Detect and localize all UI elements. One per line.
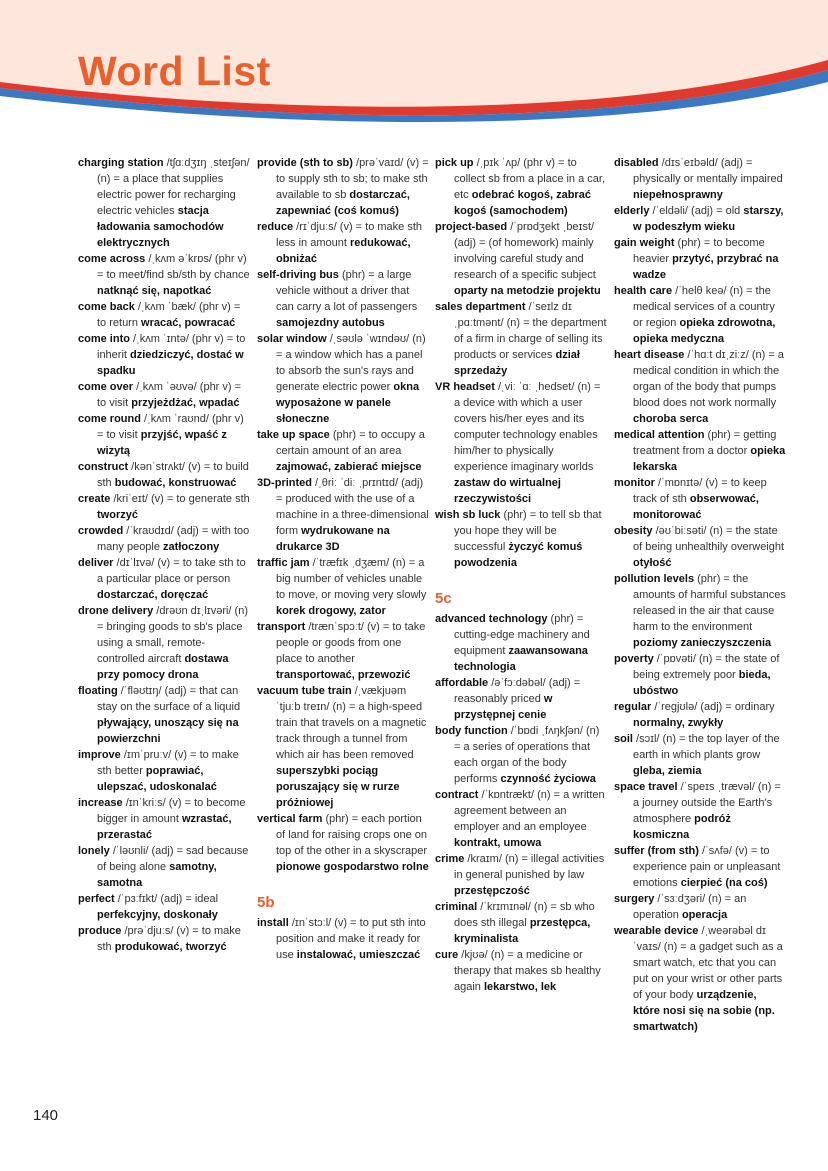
word-list-column-1 — [78, 155, 250, 955]
headword: contract — [435, 789, 479, 801]
translation: przyjść, wpaść z wizytą — [97, 429, 227, 457]
word-entry — [78, 923, 250, 955]
headword: surgery — [614, 893, 655, 905]
word-list-column-4 — [614, 155, 786, 1035]
word-entry — [78, 459, 250, 491]
headword: crime — [435, 853, 465, 865]
headword: VR headset — [435, 381, 495, 393]
headword: come across — [78, 253, 146, 265]
definition: /ˈkraʊdɪd/ (adj) = with too many people — [97, 525, 250, 553]
definition: /ˈsʌfə/ (v) = to experience pain or unpleasant emotions — [633, 845, 781, 889]
definition: /ˌsəʊlə ˈwɪndəʊ/ (n) = a window which has a panel to absorb the sun's rays and generate electric power — [276, 333, 426, 393]
definition: /ˈeldəli/ (adj) = old — [649, 205, 744, 217]
headword: gain weight — [614, 237, 675, 249]
word-entry — [614, 203, 786, 235]
headword: charging station — [78, 157, 164, 169]
word-entry — [435, 611, 607, 675]
headword: construct — [78, 461, 129, 473]
word-entry — [435, 947, 607, 995]
definition: /əʊˈbiːsəti/ (n) = the state of being unhealthily overweight — [633, 525, 785, 553]
definition: /prəˈvaɪd/ (v) = to supply sth to sb; to make sth available to sb — [276, 157, 429, 201]
definition: /ˈspeɪs ˌtrævəl/ (n) = a journey outside the Earth's atmosphere — [633, 781, 781, 825]
definition: /drəʊn dɪˌlɪvəri/ (n) = bringing goods to sb's place using a small, remote-controlled aircraft — [97, 605, 248, 665]
definition: /dɪˈlɪvə/ (v) = to take sth to a particular place or person — [97, 557, 246, 585]
translation: natknąć się, napotkać — [97, 285, 212, 297]
headword: regular — [614, 701, 652, 713]
headword: increase — [78, 797, 123, 809]
definition: /ˈseɪlz dɪˌpɑːtmənt/ (n) = the department of a firm in charge of selling its products or services — [454, 301, 607, 361]
definition: /ˌvækjuəm ˈtjuːb treɪn/ (n) = a high-speed train that travels on a magnetic track through a tunnel from which air has been removed — [276, 685, 427, 761]
translation: tworzyć — [97, 509, 138, 521]
word-entry — [435, 155, 607, 219]
translation: oparty na metodzie projektu — [454, 285, 601, 297]
translation: przytyć, przybrać na wadze — [633, 253, 779, 281]
headword: monitor — [614, 477, 655, 489]
headword: wearable device — [614, 925, 699, 937]
translation: urządzenie, które nosi się na sobie (np. smartwatch) — [633, 989, 775, 1033]
definition: /ˈpɒvəti/ (n) = the state of being extremely poor — [633, 653, 780, 681]
headword: affordable — [435, 677, 489, 689]
translation: budować, konstruować — [114, 477, 237, 489]
headword: crowded — [78, 525, 124, 537]
word-entry — [78, 683, 250, 747]
definition: /ˈregjʊlə/ (adj) = ordinary — [651, 701, 775, 713]
definition: /ˌkʌm ˈbæk/ (phr v) = to return — [97, 301, 241, 329]
headword: reduce — [257, 221, 294, 233]
translation: instalować, umieszczać — [296, 949, 421, 961]
word-entry — [257, 219, 429, 267]
definition: /ˈbɒdi ˌfʌŋkʃən/ (n) = a series of operations that each organ of the body performs — [454, 725, 600, 785]
headword: advanced technology — [435, 613, 548, 625]
headword: floating — [78, 685, 118, 697]
translation: stacja ładowania samochodów elektrycznych — [97, 205, 224, 249]
headword: suffer (from sth) — [614, 845, 699, 857]
word-entry — [435, 219, 607, 299]
translation: opieka lekarska — [633, 445, 786, 473]
translation: wzrastać, przerastać — [97, 813, 232, 841]
word-entry — [614, 155, 786, 203]
definition: /trænˈspɔːt/ (v) = to take people or goods from one place to another — [276, 621, 426, 665]
translation: normalny, zwykły — [633, 717, 724, 729]
definition: /ˈkrɪmɪnəl/ (n) = sb who does sth illegal — [454, 901, 595, 929]
translation: kontrakt, umowa — [454, 837, 542, 849]
headword: heart disease — [614, 349, 685, 361]
word-entry — [614, 427, 786, 475]
header-banner — [0, 0, 828, 160]
headword: create — [78, 493, 111, 505]
translation: wydrukowane na drukarce 3D — [276, 525, 390, 553]
translation: lekarstwo, lek — [483, 981, 557, 993]
headword: come into — [78, 333, 130, 345]
definition: /ˌkʌm ˈəʊvə/ (phr v) = to visit — [97, 381, 242, 409]
word-entry — [614, 891, 786, 923]
headword: criminal — [435, 901, 478, 913]
translation: dostawa przy pomocy drona — [97, 653, 229, 681]
translation: poprawiać, ulepszać, udoskonalać — [97, 765, 217, 793]
headword: vertical farm — [257, 813, 323, 825]
headword: cure — [435, 949, 459, 961]
definition: /ˈtræfɪk ˌdʒæm/ (n) = a big number of vehicles unable to move, or moving very slowly — [276, 557, 427, 601]
definition: /ˌviː ˈɑː ˌhedset/ (n) = a device with which a user covers his/her eyes and its computer technology enables him/her to physically experience imaginary worlds — [454, 381, 601, 473]
word-entry — [257, 619, 429, 683]
definition: (phr) = cutting-edge machinery and equipment — [454, 613, 590, 657]
translation: operacja — [681, 909, 728, 921]
word-entry — [257, 267, 429, 331]
word-entry — [78, 891, 250, 923]
definition: /ˈmɒnɪtə/ (v) = to keep track of sth — [633, 477, 767, 505]
translation: obserwować, monitorować — [633, 493, 759, 521]
definition: /əˈfɔːdəbəl/ (adj) = reasonably priced — [454, 677, 581, 705]
word-entry — [614, 235, 786, 283]
definition: /ˈfləʊtɪŋ/ (adj) = that can stay on the surface of a liquid — [97, 685, 241, 713]
translation: gleba, ziemia — [633, 765, 702, 777]
headword: space travel — [614, 781, 678, 793]
word-entry — [435, 899, 607, 947]
word-entry — [435, 675, 607, 723]
translation: dziedziczyć, dostać w spadku — [97, 349, 244, 377]
word-entry — [78, 843, 250, 891]
word-entry — [257, 683, 429, 811]
definition: /ɪnˈstɔːl/ (v) = to put sth into position and make it ready for use — [276, 917, 426, 961]
headword: pick up — [435, 157, 474, 169]
translation: zajmować, zabierać miejsce — [276, 461, 422, 473]
headword: obesity — [614, 525, 653, 537]
headword: medical attention — [614, 429, 705, 441]
word-entry — [257, 811, 429, 875]
word-entry — [78, 795, 250, 843]
word-entry — [614, 347, 786, 427]
definition: /dɪsˈeɪbəld/ (adj) = physically or mentally impaired — [633, 157, 783, 185]
word-entry — [78, 331, 250, 379]
word-entry — [435, 379, 607, 507]
headword: solar window — [257, 333, 327, 345]
translation: odebrać kogoś, zabrać kogoś (samochodem) — [454, 189, 591, 217]
word-entry — [257, 155, 429, 219]
translation: w przystępnej cenie — [454, 693, 553, 721]
word-entry — [435, 723, 607, 787]
headword: sales department — [435, 301, 526, 313]
word-entry — [614, 843, 786, 891]
definition: /rɪˈdjuːs/ (v) = to make sth less in amount — [276, 221, 423, 249]
definition: /ˌweərəbəl dɪˈvaɪs/ (n) = a gadget such as a smart watch, etc that you can put on your wrist or other parts of your body — [633, 925, 783, 1001]
definition: /prəˈdjuːs/ (v) = to make sth — [97, 925, 241, 953]
headword: health care — [614, 285, 673, 297]
translation: starszy, w podeszłym wieku — [633, 205, 784, 233]
headword: self-driving bus — [257, 269, 339, 281]
word-entry — [614, 475, 786, 523]
page-number: 140 — [33, 1107, 59, 1124]
translation: dostarczać, zapewniać (coś komuś) — [276, 189, 410, 217]
word-entry — [78, 411, 250, 459]
translation: okna wyposażone w panele słoneczne — [276, 381, 420, 425]
definition: (phr) = to occupy a certain amount of an area — [276, 429, 425, 457]
definition: /ɪnˈkriːs/ (v) = to become bigger in amount — [97, 797, 246, 825]
headword: install — [257, 917, 289, 929]
section-heading: 5b — [257, 894, 275, 911]
word-entry — [614, 699, 786, 731]
definition: /kraɪm/ (n) = illegal activities in general punished by law — [454, 853, 605, 881]
word-list-column-2 — [257, 155, 429, 963]
definition: /ˌpɪk ˈʌp/ (phr v) = to collect sb from a place in a car, etc — [454, 157, 606, 201]
headword: take up space — [257, 429, 330, 441]
definition: /ˈhɑːt dɪˌziːz/ (n) = a medical condition in which the organ of the body that pumps blood does not work normally — [633, 349, 784, 409]
headword: project-based — [435, 221, 508, 233]
word-entry — [78, 491, 250, 523]
word-entry — [78, 603, 250, 683]
definition: /ˌθriː ˈdiː ˌprɪntɪd/ (adj) = produced with the use of a machine in a three-dimensional form — [276, 477, 429, 537]
word-entry — [257, 331, 429, 427]
headword: disabled — [614, 157, 659, 169]
translation: otyłość — [633, 557, 672, 569]
headword: come over — [78, 381, 134, 393]
definition: (phr) = getting treatment from a doctor — [633, 429, 777, 457]
headword: provide (sth to sb) — [257, 157, 353, 169]
word-entry — [78, 523, 250, 555]
definition: /kjʊə/ (n) = a medicine or therapy that makes sb healthy again — [454, 949, 601, 993]
word-entry — [78, 379, 250, 411]
definition: /ɪmˈpruːv/ (v) = to make sth better — [97, 749, 239, 777]
translation: bieda, ubóstwo — [633, 669, 771, 697]
word-entry — [257, 915, 429, 963]
word-entry — [257, 555, 429, 619]
word-entry — [435, 507, 607, 571]
word-list-column-3 — [435, 155, 607, 995]
definition: /ˈkɒntrækt/ (n) = a written agreement between an employer and an employee — [454, 789, 605, 833]
definition: /ˈsɜːdʒəri/ (n) = an operation — [633, 893, 747, 921]
translation: zatłoczony — [163, 541, 220, 553]
word-entry — [435, 787, 607, 851]
word-entry — [614, 731, 786, 779]
headword: come back — [78, 301, 135, 313]
definition: (phr) = to become heavier — [633, 237, 765, 265]
translation: zaawansowana technologia — [454, 645, 588, 673]
word-entry — [614, 571, 786, 651]
word-entry — [435, 851, 607, 899]
definition: /ˈhelθ keə/ (n) = the medical services of a country or region — [633, 285, 775, 329]
translation: życzyć komuś powodzenia — [454, 541, 583, 569]
headword: elderly — [614, 205, 650, 217]
translation: cierpieć (na coś) — [680, 877, 768, 889]
word-entry — [78, 155, 250, 251]
headword: soil — [614, 733, 633, 745]
word-entry — [257, 427, 429, 475]
headword: perfect — [78, 893, 115, 905]
translation: samotny, samotna — [97, 861, 217, 889]
word-entry — [78, 747, 250, 795]
section-heading: 5c — [435, 590, 452, 607]
translation: opieka zdrowotna, opieka medyczna — [633, 317, 776, 345]
translation: choroba serca — [633, 413, 709, 425]
definition: /tʃɑːdʒɪŋ ˌsteɪʃən/ (n) = a place that supplies electric power for recharging electric vehicles — [97, 157, 250, 217]
translation: zastaw do wirtualnej rzeczywistości — [454, 477, 561, 505]
headword: lonely — [78, 845, 110, 857]
headword: 3D-printed — [257, 477, 312, 489]
word-entry — [435, 299, 607, 379]
word-entry — [78, 299, 250, 331]
translation: perfekcyjny, doskonały — [97, 909, 218, 921]
headword: traffic jam — [257, 557, 310, 569]
definition: /kriˈeɪt/ (v) = to generate sth — [110, 493, 250, 505]
headword: come round — [78, 413, 141, 425]
translation: samojezdny autobus — [276, 317, 385, 329]
translation: przestępca, kryminalista — [454, 917, 591, 945]
translation: przestępczość — [454, 885, 530, 897]
translation: dostarczać, doręczać — [97, 589, 209, 601]
headword: deliver — [78, 557, 114, 569]
translation: wracać, powracać — [141, 317, 236, 329]
word-entry — [78, 555, 250, 603]
definition: (phr) = a large vehicle without a driver that can carry a lot of passengers — [276, 269, 418, 313]
word-entry — [614, 523, 786, 571]
word-entry — [614, 283, 786, 347]
headword: wish sb luck — [435, 509, 501, 521]
translation: transportować, przewozić — [276, 669, 411, 681]
translation: pływający, unoszący się na powierzchni — [97, 717, 239, 745]
word-entry — [614, 779, 786, 843]
headword: produce — [78, 925, 122, 937]
definition: /ˈprɒdʒekt ˌbeɪst/ (adj) = (of homework) mainly involving careful study and research of a specific subject — [454, 221, 596, 281]
translation: czynność życiowa — [500, 773, 596, 785]
definition: /ˌkʌm ˈraʊnd/ (phr v) = to visit — [97, 413, 244, 441]
translation: pionowe gospodarstwo rolne — [276, 861, 429, 873]
word-entry — [614, 651, 786, 699]
translation: poziomy zanieczyszczenia — [633, 637, 772, 649]
headword: improve — [78, 749, 121, 761]
page-title: Word List — [78, 48, 271, 94]
word-entry — [257, 475, 429, 555]
translation: niepełnosprawny — [633, 189, 723, 201]
definition: /sɔɪl/ (n) = the top layer of the earth in which plants grow — [632, 733, 780, 761]
translation: redukować, obniżać — [276, 237, 411, 265]
word-entry — [614, 923, 786, 1035]
headword: vacuum tube train — [257, 685, 352, 697]
headword: poverty — [614, 653, 654, 665]
definition: /ˌkʌm ˈɪntə/ (phr v) = to inherit — [97, 333, 246, 361]
definition: /kənˈstrʌkt/ (v) = to build sth — [97, 461, 249, 489]
headword: body function — [435, 725, 508, 737]
definition: /ˈpɜːfɪkt/ (adj) = ideal — [114, 893, 219, 905]
definition: /ˈləʊnli/ (adj) = sad because of being alone — [97, 845, 249, 873]
translation: dział sprzedaży — [454, 349, 580, 377]
translation: produkować, tworzyć — [114, 941, 227, 953]
headword: drone delivery — [78, 605, 154, 617]
headword: pollution levels — [614, 573, 695, 585]
definition: (phr) = to tell sb that you hope they will be successful — [454, 509, 602, 553]
translation: przyjeżdżać, wpadać — [131, 397, 240, 409]
translation: superszybki pociąg poruszający się w rurze próżniowej — [276, 765, 400, 809]
definition: (phr) = the amounts of harmful substances released in the air that cause harm to the environment — [633, 573, 786, 633]
translation: korek drogowy, zator — [276, 605, 386, 617]
definition: (phr) = each portion of land for raising crops one on top of the other in a skyscraper — [276, 813, 428, 857]
definition: /ˌkʌm əˈkrɒs/ (phr v) = to meet/find sb/sth by chance — [97, 253, 250, 281]
headword: transport — [257, 621, 306, 633]
translation: podróż kosmiczna — [633, 813, 731, 841]
word-entry — [78, 251, 250, 299]
